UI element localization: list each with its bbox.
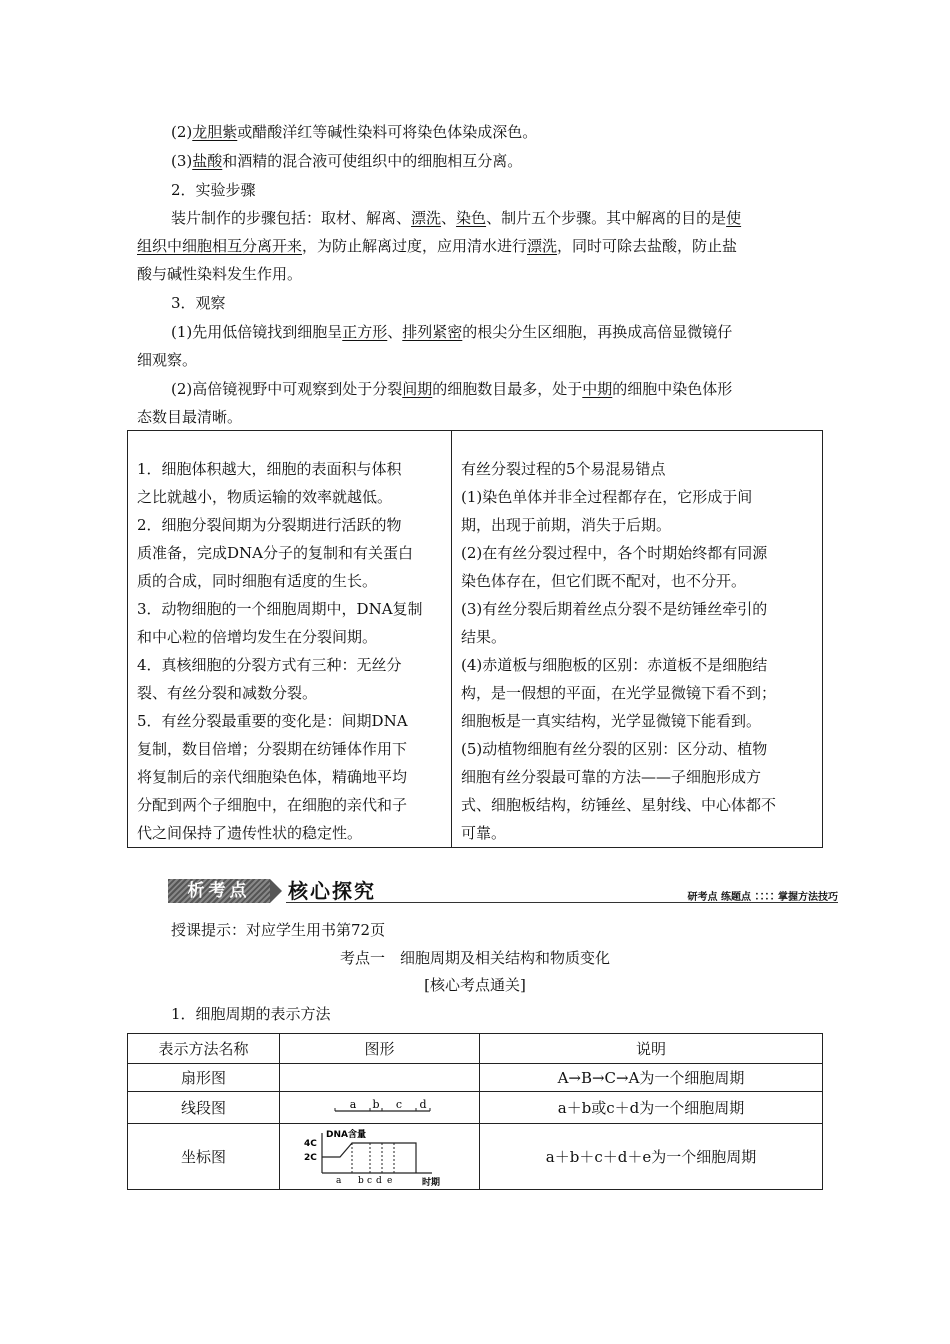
summary-right-line: 细胞有丝分裂最可靠的方法——子细胞形成方 (461, 768, 762, 786)
coord-y-label: DNA含量 (325, 1129, 366, 1140)
summary-left-line: 4．真核细胞的分裂方式有三种：无丝分 (137, 656, 402, 674)
summary-left-line: 分配到两个子细胞中，在细胞的亲代和子 (137, 796, 408, 814)
lesson-hint: 授课提示：对应学生用书第72页 (171, 921, 386, 939)
summary-left-line: 将复制后的亲代细胞染色体，精确地平均 (137, 768, 408, 786)
para-observe-3: (2)高倍镜视野中可观察到处于分裂间期的细胞数目最多，处于中期的细胞中染色体形 (171, 380, 733, 398)
summary-right-line: (2)在有丝分裂过程中，各个时期始终都有同源 (461, 544, 768, 562)
banner-tag: 析考点 (168, 879, 270, 903)
para-steps-3: 酸与碱性染料发生作用。 (137, 265, 303, 283)
banner-title: 核心探究 (288, 879, 376, 903)
table-header: 图形 (280, 1034, 480, 1064)
summary-left-line: 代之间保持了遗传性状的稳定性。 (137, 824, 363, 842)
summary-right-column (461, 455, 776, 847)
segment-line-diagram (320, 1097, 440, 1119)
para-observe-4: 态数目最清晰。 (137, 408, 243, 426)
segment-label-c: c (395, 1097, 402, 1111)
method-desc: A→B→C→A为一个细胞周期 (480, 1064, 823, 1092)
coord-y-tick-4c: 4C (303, 1138, 317, 1149)
summary-left-line: 5．有丝分裂最重要的变化是：间期DNA (137, 712, 408, 730)
method-desc: a＋b或c＋d为一个细胞周期 (480, 1092, 823, 1124)
item-heading: 1．细胞周期的表示方法 (171, 1005, 331, 1023)
summary-left-line: 复制，数目倍增；分裂期在纺锤体作用下 (137, 740, 408, 758)
method-figure-empty (280, 1064, 480, 1092)
summary-right-line: 染色体存在，但它们既不配对，也不分开。 (461, 572, 747, 590)
table-header-row (128, 1034, 823, 1064)
method-desc: a＋b＋c＋d＋e为一个细胞周期 (480, 1124, 823, 1190)
dna-curve (322, 1143, 416, 1173)
method-name: 扇形图 (128, 1064, 280, 1092)
summary-right-line: 期，出现于前期，消失于后期。 (461, 516, 672, 534)
coord-x-tick-d: d (375, 1175, 382, 1186)
summary-right-line: 有丝分裂过程的5个易混易错点 (461, 460, 666, 478)
table-row (128, 1092, 823, 1124)
para-observe-1: (1)先用低倍镜找到细胞呈正方形、排列紧密的根尖分生区细胞，再换成高倍显微镜仔 (171, 323, 733, 341)
topic-subtitle: [核心考点通关] (424, 976, 526, 994)
segment-label-a: a (349, 1097, 356, 1111)
summary-right-line: (1)染色单体并非全过程都存在，它形成于间 (461, 488, 753, 506)
summary-left-line: 质的合成，同时细胞有适度的生长。 (137, 572, 378, 590)
banner-arrow-icon (270, 879, 282, 903)
summary-left-line: 裂、有丝分裂和减数分裂。 (137, 684, 318, 702)
summary-right-line: 细胞板是一真实结构，光学显微镜下能看到。 (461, 712, 762, 730)
coordinate-diagram (300, 1127, 460, 1187)
summary-left-line: 3．动物细胞的一个细胞周期中，DNA复制 (137, 600, 423, 618)
cell-cycle-methods-table (127, 1033, 823, 1190)
summary-left-line: 1．细胞体积越大，细胞的表面积与体积 (137, 460, 402, 478)
banner-right-text: 研考点 练题点 ∷∷ 掌握方法技巧 (687, 892, 838, 903)
topic-title: 考点一 细胞周期及相关结构和物质变化 (339, 949, 610, 967)
coord-x-tick-b: b (357, 1175, 364, 1186)
table-row (128, 1064, 823, 1092)
coord-x-tick-a: a (335, 1175, 341, 1186)
segment-figure (280, 1092, 480, 1124)
para-stain: (2)龙胆紫或醋酸洋红等碱性染料可将染色体染成深色。 (171, 123, 538, 141)
summary-right-line: 式、细胞板结构，纺锤丝、星射线、中心体都不 (461, 796, 777, 814)
heading-observe: 3．观察 (171, 294, 226, 312)
coord-y-tick-2c: 2C (303, 1152, 317, 1163)
summary-left-line: 和中心粒的倍增均发生在分裂间期。 (137, 628, 378, 646)
heading-steps: 2．实验步骤 (171, 181, 256, 199)
summary-left-line: 2．细胞分裂间期为分裂期进行活跃的物 (137, 516, 402, 534)
coord-figure (280, 1124, 480, 1190)
para-observe-2: 细观察。 (137, 351, 198, 369)
table-header: 表示方法名称 (128, 1034, 280, 1064)
section-banner (168, 876, 838, 906)
coord-x-tick-c: c (366, 1175, 372, 1186)
para-steps-2: 组织中细胞相互分离开来，为防止解离过度，应用清水进行漂洗，同时可除去盐酸，防止盐 (137, 237, 738, 255)
summary-right-line: (3)有丝分裂后期着丝点分裂不是纺锤丝牵引的 (461, 600, 768, 618)
para-dissociation: (3)盐酸和酒精的混合液可使组织中的细胞相互分离。 (171, 152, 523, 170)
table-header: 说明 (480, 1034, 823, 1064)
method-name: 坐标图 (128, 1124, 280, 1190)
segment-label-d: d (418, 1097, 427, 1111)
method-name: 线段图 (128, 1092, 280, 1124)
summary-left-line: 之比就越小，物质运输的效率就越低。 (137, 488, 393, 506)
summary-left-line: 质准备，完成DNA分子的复制和有关蛋白 (137, 544, 413, 562)
coord-x-label: 时期 (421, 1177, 440, 1187)
summary-box (127, 430, 823, 848)
summary-right-line: (5)动植物细胞有丝分裂的区别：区分动、植物 (461, 740, 768, 758)
box-divider (451, 431, 452, 847)
coord-x-tick-e: e (386, 1175, 392, 1186)
summary-right-line: (4)赤道板与细胞板的区别：赤道板不是细胞结 (461, 656, 768, 674)
para-steps-1: 装片制作的步骤包括：取材、解离、漂洗、染色、制片五个步骤。其中解离的目的是使 (171, 209, 742, 227)
summary-left-column (137, 455, 423, 847)
summary-right-line: 结果。 (461, 628, 507, 646)
summary-right-line: 构，是一假想的平面，在光学显微镜下看不到； (461, 684, 777, 702)
segment-label-b: b (371, 1097, 380, 1111)
summary-right-line: 可靠。 (461, 824, 507, 842)
table-row (128, 1124, 823, 1190)
